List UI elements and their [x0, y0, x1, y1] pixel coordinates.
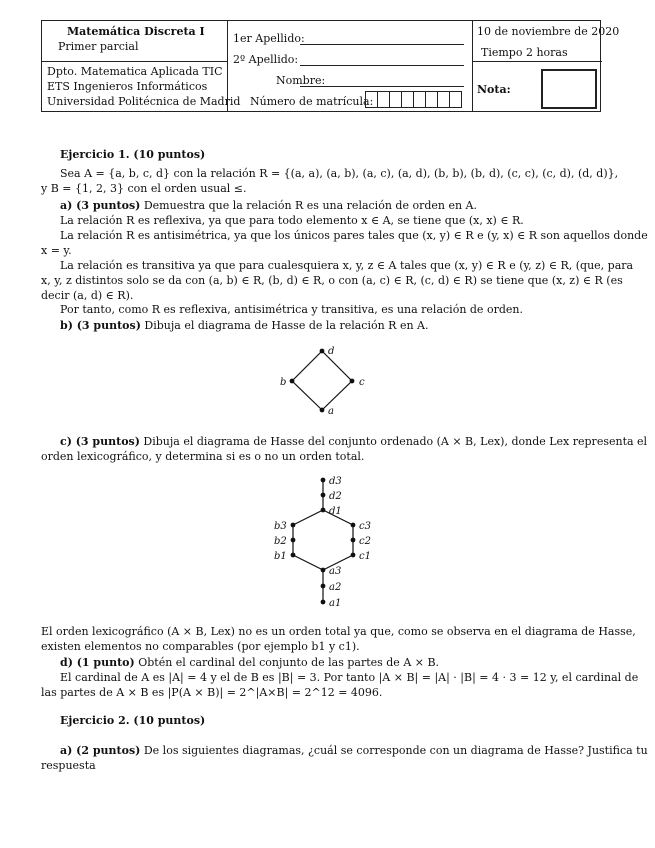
ex2a-question: De los siguientes diagramas, ¿cuál se corresponde con un diagrama de Hasse? Justifica tu: [140, 744, 648, 757]
hasse-node-b3: [291, 523, 296, 528]
hasse-node-d1: [321, 508, 326, 513]
ex1a-question: Demuestra que la relación R es una relación de orden en A.: [140, 199, 477, 212]
ex1c-question: Dibuja el diagrama de Hasse del conjunto ordenado (A × B, Lex), donde Lex representa el: [139, 435, 648, 448]
hasse-node-c3: [351, 523, 356, 528]
apellido1-label: 1er Apellido:: [233, 32, 305, 45]
hasse-label: a1: [329, 598, 342, 609]
hasse-label: c1: [359, 551, 371, 562]
ex1-title: Ejercicio 1. (10 puntos): [60, 148, 206, 161]
course-title: Matemática Discreta I: [67, 25, 205, 38]
hasse-node-d2: [321, 493, 326, 498]
hasse-label: b3: [274, 521, 287, 532]
hasse-label: a2: [329, 582, 342, 593]
hasse-node-b2: [291, 538, 296, 543]
ex1a-label: a) (3 puntos): [60, 199, 141, 212]
header-divider: [42, 61, 227, 62]
ex1b-label: b) (3 puntos): [60, 319, 141, 332]
ex1c-label: c) (3 puntos): [60, 435, 140, 448]
hasse-label: b: [280, 377, 287, 388]
hasse-label: c: [359, 377, 365, 388]
nota-label: Nota:: [477, 83, 511, 96]
ex1a-answer: decir (a, d) ∈ R).: [41, 289, 134, 302]
ex1-statement: Sea A = {a, b, c, d} con la relación R = {(a, a), (a, b), (a, c), (a, d), (b, b), (b, d), (c, c), (c, d), (d, d)},: [60, 167, 619, 180]
exam-date: 10 de noviembre de 2020: [477, 25, 620, 38]
university: Universidad Politécnica de Madrid: [47, 95, 241, 108]
matricula-boxes[interactable]: [366, 91, 462, 108]
hasse-label: a: [328, 406, 334, 417]
ex1d-question: Obtén el cardinal del conjunto de las partes de A × B.: [134, 656, 440, 669]
department: Dpto. Matematica Aplicada TIC: [47, 65, 223, 78]
hasse-diagram-r: [270, 340, 370, 420]
hasse-node-a: [320, 408, 325, 413]
ex1d-answer: las partes de A × B es |P(A × B)| = 2^|A×B| = 2^12 = 4096.: [41, 686, 383, 699]
hasse-label: c3: [359, 521, 371, 532]
ex1a-answer: La relación R es reflexiva, ya que para todo elemento x ∈ A, se tiene que (x, x) ∈ R.: [60, 214, 524, 227]
ex1a-answer: La relación es transitiva ya que para cualesquiera x, y, z ∈ A tales que (x, y) ∈ R e (y, z) ∈ R, (que, para: [60, 259, 634, 272]
hasse-diagram-lex: [265, 468, 385, 613]
exam-duration: Tiempo 2 horas: [481, 46, 568, 59]
apellido2-field[interactable]: [300, 65, 464, 66]
hasse-label: d1: [329, 506, 342, 517]
nota-box[interactable]: [541, 69, 597, 109]
ex1b-question: Dibuja el diagrama de Hasse de la relación R en A.: [140, 319, 429, 332]
hasse-node-d: [320, 349, 325, 354]
hasse-node-c2: [351, 538, 356, 543]
hasse-node-b1: [291, 553, 296, 558]
hasse-edge: [293, 555, 323, 570]
ex1c-answer: El orden lexicográfico (A × B, Lex) no es un orden total ya que, como se observa en el diagrama de Hasse,: [41, 625, 636, 638]
ex1a-answer: La relación R es antisimétrica, ya que los únicos pares tales que (x, y) ∈ R e (y, x) ∈ R son aquellos donde: [60, 229, 648, 242]
ex1-statement: y B = {1, 2, 3} con el orden usual ≤.: [41, 182, 247, 195]
apellido1-field[interactable]: [300, 44, 464, 45]
ex2-title: Ejercicio 2. (10 puntos): [60, 714, 206, 727]
header-divider: [472, 61, 602, 62]
apellido2-label: 2º Apellido:: [233, 53, 299, 66]
exam-name: Primer parcial: [58, 40, 139, 53]
hasse-edge: [293, 510, 323, 525]
nombre-field[interactable]: [300, 86, 464, 87]
hasse-node-b: [290, 379, 295, 384]
ex1a-answer: Por tanto, como R es reflexiva, antisimétrica y transitiva, es una relación de orden.: [60, 303, 523, 316]
matricula-label: Número de matrícula:: [250, 95, 374, 108]
ex1c-question: orden lexicográfico, y determina si es o no un orden total.: [41, 450, 365, 463]
header-divider: [472, 21, 473, 111]
hasse-label: d3: [329, 476, 342, 487]
ex1a-answer: x, y, z distintos solo se da con (a, b) ∈ R, (b, d) ∈ R, o con (a, c) ∈ R, (c, d) ∈ R) se tiene que (x, z) ∈ R (es: [41, 274, 623, 287]
hasse-label: b2: [274, 536, 287, 547]
ex2a-label: a) (2 puntos): [60, 744, 141, 757]
school: ETS Ingenieros Informáticos: [47, 80, 208, 93]
hasse-label: a3: [329, 566, 342, 577]
nombre-label: Nombre:: [276, 74, 326, 87]
ex1d-answer: El cardinal de A es |A| = 4 y el de B es |B| = 3. Por tanto |A × B| = |A| · |B| = 4 · 3 = 12 y, el cardinal de: [60, 671, 639, 684]
ex1d-label: d) (1 punto): [60, 656, 135, 669]
ex1c-answer: existen elementos no comparables (por ejemplo b1 y c1).: [41, 640, 360, 653]
hasse-node-a3: [321, 568, 326, 573]
ex1a-answer: x = y.: [41, 244, 72, 257]
hasse-node-d3: [321, 478, 326, 483]
hasse-node-c: [350, 379, 355, 384]
hasse-label: d2: [329, 491, 342, 502]
hasse-label: b1: [274, 551, 287, 562]
hasse-node-a1: [321, 600, 326, 605]
hasse-node-c1: [351, 553, 356, 558]
hasse-label: c2: [359, 536, 371, 547]
ex2a-question: respuesta: [41, 759, 96, 772]
hasse-label: d: [328, 346, 335, 357]
hasse-node-a2: [321, 584, 326, 589]
